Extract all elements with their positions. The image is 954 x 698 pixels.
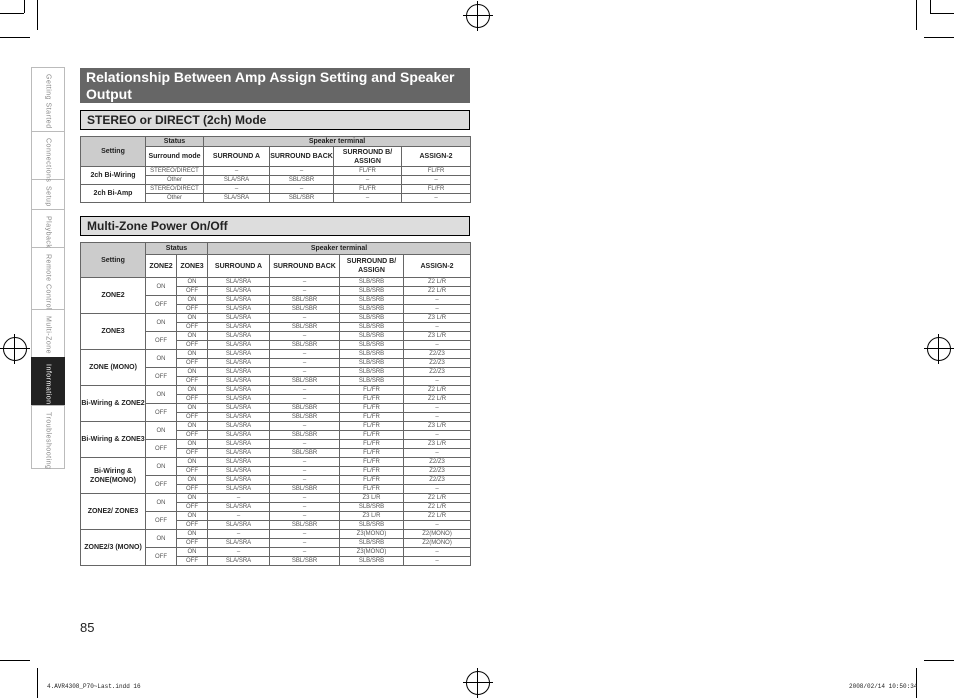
table-cell: SBL/SBR [270,521,340,530]
table-cell: – [404,404,471,413]
side-nav [31,67,65,469]
table-cell: OFF [177,485,208,494]
table-cell: SBL/SBR [270,194,334,203]
table-row [81,530,471,539]
table-cell: Z2 L/R [404,494,471,503]
table-cell: SLA/SRA [208,359,270,368]
registration-mark [463,668,493,698]
table-cell: – [270,368,340,377]
table-cell: OFF [177,449,208,458]
table-cell: SLB/SRB [340,341,404,350]
table-cell: OFF [177,557,208,566]
zone2-status: OFF [146,440,177,458]
table-cell: – [270,458,340,467]
table-cell: ON [177,350,208,359]
table-cell: SLA/SRA [208,350,270,359]
table-cell: Z3 L/R [340,512,404,521]
table-cell: OFF [177,431,208,440]
zone2-status: ON [146,386,177,404]
table-cell: SBL/SBR [270,323,340,332]
table-cell: SLA/SRA [208,431,270,440]
table-cell: – [402,176,471,185]
table-row [81,167,471,176]
table-cell: SBL/SBR [270,341,340,350]
table-cell: Other [146,194,204,203]
table-cell: OFF [177,287,208,296]
setting-label: Bi-Wiring & ZONE2 [81,386,146,422]
table-cell: Z2 L/R [404,503,471,512]
table-cell: SBL/SBR [270,305,340,314]
header-status: Status [146,137,204,147]
table-row [81,386,471,395]
table-cell: – [270,359,340,368]
table-cell: – [270,467,340,476]
table-cell: SLA/SRA [208,305,270,314]
table-cell: – [270,185,334,194]
table-cell: SLA/SRA [208,395,270,404]
setting-label: ZONE3 [81,314,146,350]
table-cell: – [270,512,340,521]
table-cell: FL/FR [340,467,404,476]
table-cell: FL/FR [340,485,404,494]
table-cell: SLA/SRA [208,467,270,476]
table-row [81,458,471,467]
table-cell: SLB/SRB [340,287,404,296]
side-tab-label: Getting Started [44,74,52,129]
table-cell: SBL/SBR [270,176,334,185]
table-cell: OFF [177,413,208,422]
table-cell: Z3 L/R [404,332,471,341]
table-cell: – [334,176,402,185]
zone2-status: OFF [146,512,177,530]
table-cell: – [404,521,471,530]
table-cell: SLA/SRA [208,296,270,305]
setting-label: ZONE (MONO) [81,350,146,386]
table-cell: – [402,194,471,203]
table-cell: SLB/SRB [340,296,404,305]
table-cell: OFF [177,395,208,404]
table-cell: – [270,530,340,539]
table-cell: SLA/SRA [208,449,270,458]
table-cell: – [404,377,471,386]
table-cell: ON [177,422,208,431]
table-cell: – [270,287,340,296]
page-title: Relationship Between Amp Assign Setting and Speaker Output [80,68,470,103]
side-tab-troubleshooting[interactable] [31,405,65,469]
table-cell: FL/FR [334,167,402,176]
table-cell: – [270,548,340,557]
table-cell: OFF [177,521,208,530]
table-cell: – [404,485,471,494]
table-cell: ON [177,278,208,287]
table-cell: ON [177,530,208,539]
table-cell: ON [177,404,208,413]
table-row [81,494,471,503]
zone2-status: ON [146,530,177,548]
header-assign-2: ASSIGN-2 [402,147,471,167]
table-cell: SLB/SRB [340,539,404,548]
table-cell: FL/FR [340,458,404,467]
zone2-status: ON [146,314,177,332]
zone2-status: OFF [146,404,177,422]
header-zone2: ZONE2 [146,255,177,278]
zone2-status: OFF [146,368,177,386]
table-cell: – [270,539,340,548]
multizone-table [80,242,471,566]
table-cell: SLA/SRA [208,377,270,386]
table-cell: – [270,494,340,503]
table-cell: – [270,503,340,512]
side-tab-label: Information [44,364,52,405]
table-cell: – [404,341,471,350]
table-cell: SLA/SRA [208,539,270,548]
table-cell: SLB/SRB [340,350,404,359]
table-cell: ON [177,494,208,503]
side-tab-label: Remote Control [44,254,52,311]
table-cell: Z2 L/R [404,278,471,287]
table-cell: FL/FR [402,167,471,176]
header-surround-mode: Surround mode [146,147,204,167]
table-cell: Z3 L/R [340,494,404,503]
table-row [81,422,471,431]
registration-mark [463,1,493,31]
table-cell: ON [177,296,208,305]
table-cell: OFF [177,503,208,512]
setting-label: ZONE2 [81,278,146,314]
table-cell: SLA/SRA [204,194,270,203]
table-cell: SBL/SBR [270,449,340,458]
table-cell: – [208,512,270,521]
zone2-status: ON [146,278,177,296]
table-cell: – [404,548,471,557]
table-cell: OFF [177,359,208,368]
zone2-status: OFF [146,332,177,350]
table-cell: SLA/SRA [208,422,270,431]
table-cell: Z2/Z3 [404,350,471,359]
header-surround-a: SURROUND A [208,255,270,278]
table-cell: OFF [177,323,208,332]
header-surround-a: SURROUND A [204,147,270,167]
side-tab-connections[interactable] [31,131,65,183]
table-cell: OFF [177,341,208,350]
table-cell: – [404,305,471,314]
page-number: 85 [80,620,95,635]
table-cell: FL/FR [340,422,404,431]
header-zone3: ZONE3 [177,255,208,278]
zone2-status: ON [146,422,177,440]
table-cell: – [270,386,340,395]
header-speaker-terminal: Speaker terminal [204,137,471,147]
registration-mark [0,334,30,364]
table-cell: Z2(MONO) [404,530,471,539]
table-cell: SBL/SBR [270,413,340,422]
table-cell: ON [177,512,208,521]
table-cell: FL/FR [340,431,404,440]
table-cell: – [208,548,270,557]
table-cell: – [270,395,340,404]
setting-label: 2ch Bi-Amp [81,185,146,203]
table-cell: ON [177,332,208,341]
table-cell: SLA/SRA [208,476,270,485]
table-cell: FL/FR [402,185,471,194]
section-title-multizone: Multi-Zone Power On/Off [80,216,470,236]
table-cell: – [404,413,471,422]
setting-label: Bi-Wiring & ZONE(MONO) [81,458,146,494]
table-cell: SLA/SRA [208,458,270,467]
table-cell: Z3 L/R [404,440,471,449]
setting-label: Bi-Wiring & ZONE3 [81,422,146,458]
side-tab-multi-zone[interactable] [31,309,65,357]
table-cell: – [204,167,270,176]
table-row [81,278,471,287]
table-cell: SLA/SRA [208,323,270,332]
footer-timestamp: 2008/02/14 10:50:34 [849,683,918,690]
side-tab-remote-control[interactable] [31,247,65,309]
header-status: Status [146,243,208,255]
table-cell: STEREO/DIRECT [146,167,204,176]
header-setting: Setting [81,243,146,278]
table-cell: SBL/SBR [270,377,340,386]
table-cell: – [270,332,340,341]
table-cell: Z2 L/R [404,287,471,296]
table-cell: SLB/SRB [340,377,404,386]
zone2-status: ON [146,458,177,476]
table-cell: SLA/SRA [204,176,270,185]
side-tab-label: Connections [44,138,52,183]
table-cell: FL/FR [340,386,404,395]
table-cell: FL/FR [340,404,404,413]
table-cell: – [270,422,340,431]
table-cell: SLA/SRA [208,503,270,512]
table-cell: – [404,449,471,458]
table-row [81,185,471,194]
table-cell: – [404,323,471,332]
table-cell: FL/FR [334,185,402,194]
side-tab-playback[interactable] [31,209,65,247]
table-cell: SLA/SRA [208,557,270,566]
header-surround-b-assign: SURROUND B/ ASSIGN [340,255,404,278]
table-cell: SLA/SRA [208,332,270,341]
table-cell: – [208,494,270,503]
table-cell: OFF [177,377,208,386]
table-cell: – [404,431,471,440]
registration-mark [924,334,954,364]
zone2-status: OFF [146,476,177,494]
table-cell: – [270,314,340,323]
table-cell: SLA/SRA [208,287,270,296]
table-cell: ON [177,458,208,467]
section-title-stereo: STEREO or DIRECT (2ch) Mode [80,110,470,130]
footer-file-info: 4.AVR4308_P70~Last.indd 16 [47,683,141,690]
table-cell: – [204,185,270,194]
table-cell: SLA/SRA [208,341,270,350]
table-cell: SLB/SRB [340,503,404,512]
table-cell: FL/FR [340,440,404,449]
table-cell: Z2(MONO) [404,539,471,548]
setting-label: ZONE2/ ZONE3 [81,494,146,530]
table-cell: – [208,530,270,539]
table-cell: Z2/Z3 [404,368,471,377]
table-cell: Z3(MONO) [340,530,404,539]
zone2-status: OFF [146,548,177,566]
table-cell: STEREO/DIRECT [146,185,204,194]
table-cell: ON [177,476,208,485]
table-cell: SLA/SRA [208,368,270,377]
table-cell: SLA/SRA [208,314,270,323]
table-cell: Z2/Z3 [404,476,471,485]
table-cell: Other [146,176,204,185]
table-cell: SBL/SBR [270,404,340,413]
table-cell: FL/FR [340,413,404,422]
table-cell: Z3(MONO) [340,548,404,557]
zone2-status: OFF [146,296,177,314]
setting-label: 2ch Bi-Wiring [81,167,146,185]
table-cell: ON [177,314,208,323]
table-cell: ON [177,548,208,557]
table-cell: Z2/Z3 [404,359,471,368]
table-cell: Z2 L/R [404,395,471,404]
table-cell: SLA/SRA [208,440,270,449]
table-cell: SLB/SRB [340,368,404,377]
zone2-status: ON [146,350,177,368]
side-tab-setup[interactable] [31,179,65,209]
table-cell: ON [177,386,208,395]
side-tab-information[interactable] [31,357,65,405]
table-cell: SBL/SBR [270,485,340,494]
header-setting: Setting [81,137,146,167]
table-cell: SLB/SRB [340,332,404,341]
table-cell: FL/FR [340,476,404,485]
side-tab-label: Troubleshooting [44,412,52,470]
table-cell: Z2 L/R [404,512,471,521]
table-cell: SLB/SRB [340,521,404,530]
table-cell: – [270,440,340,449]
table-cell: OFF [177,305,208,314]
table-cell: SLA/SRA [208,521,270,530]
table-cell: Z3 L/R [404,422,471,431]
header-surround-back: SURROUND BACK [270,255,340,278]
side-tab-label: Setup [44,186,52,207]
header-assign-2: ASSIGN-2 [404,255,471,278]
table-cell: – [404,557,471,566]
table-cell: ON [177,440,208,449]
table-cell: Z3 L/R [404,314,471,323]
table-cell: – [270,278,340,287]
table-cell: SLA/SRA [208,413,270,422]
table-cell: SBL/SBR [270,431,340,440]
table-cell: SLA/SRA [208,278,270,287]
table-row [81,314,471,323]
table-cell: FL/FR [340,395,404,404]
table-cell: SLA/SRA [208,485,270,494]
table-cell: Z2/Z3 [404,458,471,467]
header-surround-back: SURROUND BACK [270,147,334,167]
table-cell: – [270,167,334,176]
table-cell: – [404,296,471,305]
table-cell: SLA/SRA [208,404,270,413]
table-cell: OFF [177,539,208,548]
table-cell: SBL/SBR [270,557,340,566]
table-cell: SLB/SRB [340,557,404,566]
table-cell: SLB/SRB [340,314,404,323]
side-tab-label: Multi-Zone [44,316,52,355]
table-cell: – [270,476,340,485]
table-cell: SLB/SRB [340,359,404,368]
table-cell: SLA/SRA [208,386,270,395]
table-cell: FL/FR [340,449,404,458]
table-cell: Z2 L/R [404,386,471,395]
side-tab-label: Playback [44,216,52,249]
table-cell: SLB/SRB [340,305,404,314]
table-cell: Z2/Z3 [404,467,471,476]
table-cell: SBL/SBR [270,296,340,305]
table-cell: SLB/SRB [340,278,404,287]
header-speaker-terminal: Speaker terminal [208,243,471,255]
table-cell: – [270,350,340,359]
table-cell: OFF [177,467,208,476]
table-cell: – [334,194,402,203]
table-cell: ON [177,368,208,377]
table-row [81,350,471,359]
stereo-table [80,136,471,203]
table-cell: SLB/SRB [340,323,404,332]
zone2-status: ON [146,494,177,512]
setting-label: ZONE2/3 (MONO) [81,530,146,566]
side-tab-getting-started[interactable] [31,67,65,131]
header-surround-b-assign: SURROUND B/ ASSIGN [334,147,402,167]
